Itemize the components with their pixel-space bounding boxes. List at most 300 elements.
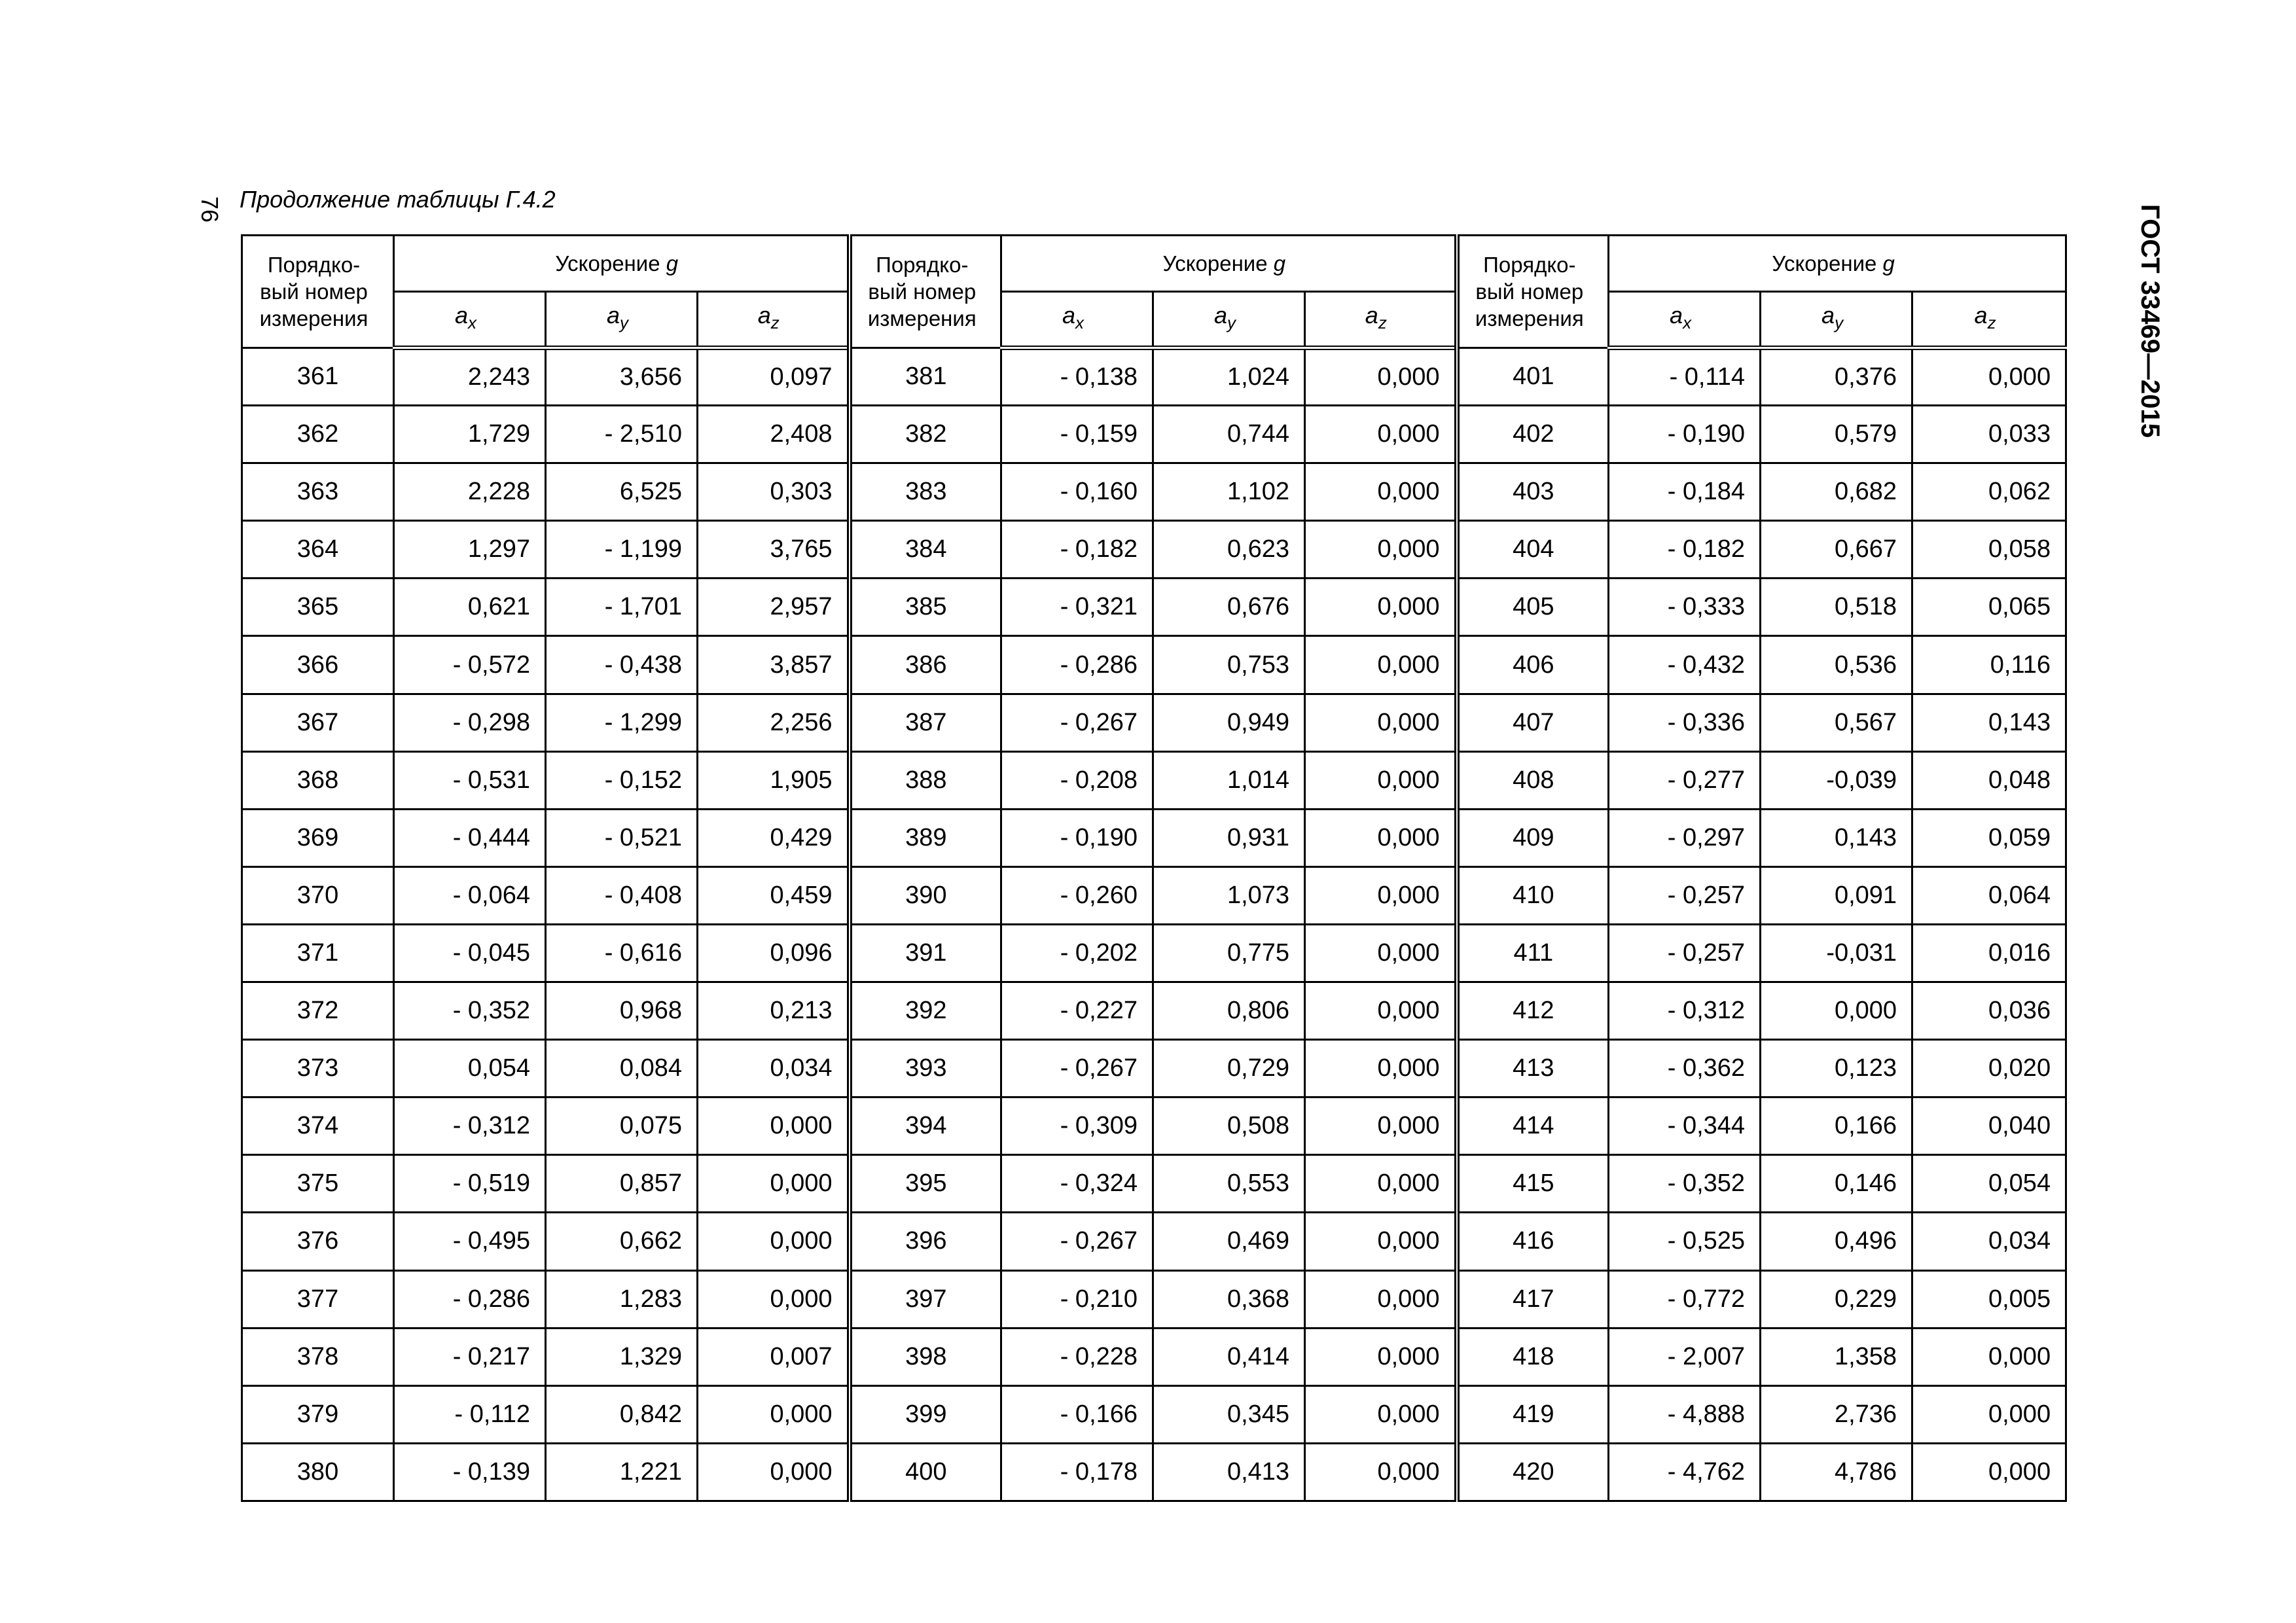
measurement-number: 401 <box>1457 348 1609 406</box>
accel-az-value: 0,000 <box>1305 348 1457 406</box>
measurement-number: 362 <box>242 406 394 463</box>
accel-ax-value: 0,054 <box>394 1040 546 1097</box>
table-row <box>242 1155 2066 1213</box>
measurement-number: 400 <box>850 1443 1001 1501</box>
accel-ay-value: 0,091 <box>1761 866 1912 924</box>
measurement-number: 405 <box>1457 579 1609 636</box>
acceleration-header <box>1609 236 2066 292</box>
measurement-number: 414 <box>1457 1097 1609 1155</box>
accel-ax-value: - 0,333 <box>1609 579 1761 636</box>
table-header <box>242 236 2066 348</box>
accel-ay-value: -0,039 <box>1761 751 1912 809</box>
measurement-number: 417 <box>1457 1270 1609 1328</box>
accel-ay-value: 0,857 <box>546 1155 698 1213</box>
measurement-number: 413 <box>1457 1040 1609 1097</box>
acceleration-label: Ускорение <box>555 251 660 276</box>
measurement-number: 374 <box>242 1097 394 1155</box>
accel-ax-value: - 0,257 <box>1609 866 1761 924</box>
measurement-number: 419 <box>1457 1385 1609 1443</box>
accel-ax-value: - 0,297 <box>1609 809 1761 866</box>
accel-ay-value: 2,736 <box>1761 1385 1912 1443</box>
measurement-number-header: Порядко-вый номер измерения <box>850 236 1001 348</box>
accel-ay-value: - 0,521 <box>546 809 698 866</box>
axis-symbol: a <box>757 301 771 329</box>
accel-az-value: 1,905 <box>698 751 850 809</box>
accel-ay-value: 0,536 <box>1761 636 1912 694</box>
measurement-number: 397 <box>850 1270 1001 1328</box>
accel-az-value: 0,000 <box>1305 463 1457 521</box>
measurement-number: 365 <box>242 579 394 636</box>
measurement-number: 404 <box>1457 521 1609 579</box>
accel-az-value: 2,256 <box>698 694 850 751</box>
accel-az-value: 2,957 <box>698 579 850 636</box>
axis-header-ax <box>394 292 546 348</box>
accel-ay-value: 1,283 <box>546 1270 698 1328</box>
accel-ax-value: 2,243 <box>394 348 546 406</box>
accel-az-value: 0,000 <box>1912 1443 2066 1501</box>
measurement-number: 415 <box>1457 1155 1609 1213</box>
measurement-number: 363 <box>242 463 394 521</box>
accel-ay-value: 0,968 <box>546 982 698 1040</box>
measurement-number: 373 <box>242 1040 394 1097</box>
measurement-number: 385 <box>850 579 1001 636</box>
accel-az-value: 0,058 <box>1912 521 2066 579</box>
accel-az-value: 0,000 <box>1305 809 1457 866</box>
accel-ay-value: 3,656 <box>546 348 698 406</box>
accel-az-value: 0,000 <box>1305 1385 1457 1443</box>
accel-ax-value: - 0,190 <box>1001 809 1153 866</box>
accel-az-value: 0,429 <box>698 809 850 866</box>
measurement-number: 372 <box>242 982 394 1040</box>
accel-az-value: 0,459 <box>698 866 850 924</box>
accel-ax-value: - 0,045 <box>394 924 546 982</box>
axis-header-ax <box>1001 292 1153 348</box>
axis-subscript: x <box>468 313 477 333</box>
accel-az-value: 0,034 <box>698 1040 850 1097</box>
acceleration-unit: g <box>1882 251 1895 276</box>
measurement-number: 361 <box>242 348 394 406</box>
accel-ay-value: 0,623 <box>1153 521 1305 579</box>
document-code <box>2135 196 2164 445</box>
table-row <box>242 1040 2066 1097</box>
accel-ax-value: - 0,309 <box>1001 1097 1153 1155</box>
accel-ax-value: - 0,772 <box>1609 1270 1761 1328</box>
measurement-number: 378 <box>242 1328 394 1385</box>
table-row <box>242 751 2066 809</box>
accel-ay-value: 0,368 <box>1153 1270 1305 1328</box>
page-number: 76 <box>196 196 223 223</box>
accel-ay-value: 0,518 <box>1761 579 1912 636</box>
axis-header-az <box>1912 292 2066 348</box>
accel-az-value: 0,000 <box>1305 579 1457 636</box>
measurement-number: 388 <box>850 751 1001 809</box>
accel-ay-value: 0,553 <box>1153 1155 1305 1213</box>
table-row <box>242 1328 2066 1385</box>
accel-ax-value: - 0,112 <box>394 1385 546 1443</box>
accel-ax-value: - 0,267 <box>1001 1213 1153 1270</box>
accel-ay-value: 1,073 <box>1153 866 1305 924</box>
accel-ax-value: - 0,267 <box>1001 1040 1153 1097</box>
accel-ax-value: - 0,182 <box>1609 521 1761 579</box>
accel-ay-value: 0,345 <box>1153 1385 1305 1443</box>
acceleration-unit: g <box>1273 251 1286 276</box>
accel-ay-value: 0,842 <box>546 1385 698 1443</box>
accel-ax-value: - 0,217 <box>394 1328 546 1385</box>
accel-az-value: 0,143 <box>1912 694 2066 751</box>
table-row <box>242 1270 2066 1328</box>
accel-ay-value: 0,775 <box>1153 924 1305 982</box>
accel-ax-value: - 0,572 <box>394 636 546 694</box>
axis-subscript: y <box>1835 313 1844 333</box>
accel-ax-value: - 0,525 <box>1609 1213 1761 1270</box>
measurement-number: 386 <box>850 636 1001 694</box>
accel-ax-value: - 0,184 <box>1609 463 1761 521</box>
accel-ax-value: 0,621 <box>394 579 546 636</box>
axis-header-ay <box>1761 292 1912 348</box>
accel-ax-value: - 0,190 <box>1609 406 1761 463</box>
accel-az-value: 0,065 <box>1912 579 2066 636</box>
accel-ay-value: 1,102 <box>1153 463 1305 521</box>
accel-ay-value: 6,525 <box>546 463 698 521</box>
table-row <box>242 924 2066 982</box>
accel-az-value: 3,765 <box>698 521 850 579</box>
measurement-number: 364 <box>242 521 394 579</box>
measurement-number: 399 <box>850 1385 1001 1443</box>
accel-ay-value: - 0,408 <box>546 866 698 924</box>
accel-ax-value: - 0,159 <box>1001 406 1153 463</box>
axis-subscript: y <box>1227 313 1236 333</box>
accel-ay-value: 0,567 <box>1761 694 1912 751</box>
table-caption: Продолжение таблицы Г.4.2 <box>240 186 556 213</box>
measurement-number-header: Порядко-вый номер измерения <box>1457 236 1609 348</box>
accel-az-value: 2,408 <box>698 406 850 463</box>
accel-az-value: 0,000 <box>1912 1385 2066 1443</box>
axis-symbol: a <box>1974 301 1988 329</box>
accel-ay-value: 0,729 <box>1153 1040 1305 1097</box>
accel-ay-value: - 1,299 <box>546 694 698 751</box>
accel-ay-value: -0,031 <box>1761 924 1912 982</box>
axis-header-ay <box>546 292 698 348</box>
accel-ax-value: - 0,138 <box>1001 348 1153 406</box>
accel-ay-value: 0,414 <box>1153 1328 1305 1385</box>
accel-ay-value: 0,508 <box>1153 1097 1305 1155</box>
accel-ay-value: 0,676 <box>1153 579 1305 636</box>
accel-ax-value: - 0,257 <box>1609 924 1761 982</box>
axis-subscript: y <box>620 313 629 333</box>
accel-ax-value: - 0,336 <box>1609 694 1761 751</box>
accel-az-value: 0,036 <box>1912 982 2066 1040</box>
accel-az-value: 0,097 <box>698 348 850 406</box>
measurement-number: 406 <box>1457 636 1609 694</box>
measurement-number: 383 <box>850 463 1001 521</box>
accel-ay-value: 0,931 <box>1153 809 1305 866</box>
accel-ax-value: - 0,362 <box>1609 1040 1761 1097</box>
axis-header-az <box>1305 292 1457 348</box>
measurement-number: 420 <box>1457 1443 1609 1501</box>
measurement-number: 391 <box>850 924 1001 982</box>
accel-ax-value: - 4,762 <box>1609 1443 1761 1501</box>
accel-ay-value: 0,753 <box>1153 636 1305 694</box>
accel-ax-value: - 0,312 <box>394 1097 546 1155</box>
axis-header-ax <box>1609 292 1761 348</box>
axis-subscript: x <box>1075 313 1085 333</box>
table-row <box>242 809 2066 866</box>
accel-ax-value: - 0,210 <box>1001 1270 1153 1328</box>
accel-az-value: 0,000 <box>1305 406 1457 463</box>
accel-az-value: 0,000 <box>698 1097 850 1155</box>
accel-ay-value: - 0,152 <box>546 751 698 809</box>
accel-ax-value: 1,297 <box>394 521 546 579</box>
accel-az-value: 0,059 <box>1912 809 2066 866</box>
accel-ay-value: 0,000 <box>1761 982 1912 1040</box>
accel-az-value: 0,062 <box>1912 463 2066 521</box>
table-row <box>242 636 2066 694</box>
accel-ax-value: - 0,312 <box>1609 982 1761 1040</box>
measurement-number: 395 <box>850 1155 1001 1213</box>
accel-ax-value: - 0,298 <box>394 694 546 751</box>
accel-az-value: 0,000 <box>698 1213 850 1270</box>
accel-ax-value: - 0,208 <box>1001 751 1153 809</box>
accel-ax-value: - 0,519 <box>394 1155 546 1213</box>
accel-az-value: 0,000 <box>1305 1270 1457 1328</box>
table-body <box>242 348 2066 1501</box>
measurement-number: 382 <box>850 406 1001 463</box>
accel-az-value: 0,000 <box>698 1270 850 1328</box>
accel-az-value: 0,064 <box>1912 866 2066 924</box>
accel-ay-value: 0,143 <box>1761 809 1912 866</box>
accel-ax-value: - 0,260 <box>1001 866 1153 924</box>
axis-header-ay <box>1153 292 1305 348</box>
accel-ay-value: - 2,510 <box>546 406 698 463</box>
measurement-number: 398 <box>850 1328 1001 1385</box>
table-row <box>242 348 2066 406</box>
accel-ax-value: - 0,178 <box>1001 1443 1153 1501</box>
table-row <box>242 866 2066 924</box>
measurement-number: 412 <box>1457 982 1609 1040</box>
measurement-number: 407 <box>1457 694 1609 751</box>
accel-az-value: 0,016 <box>1912 924 2066 982</box>
accel-ay-value: 0,166 <box>1761 1097 1912 1155</box>
accel-az-value: 0,000 <box>1305 751 1457 809</box>
measurement-number: 394 <box>850 1097 1001 1155</box>
measurement-number: 381 <box>850 348 1001 406</box>
accel-ax-value: - 0,344 <box>1609 1097 1761 1155</box>
document-code-text: ГОСТ 33469—2015 <box>2135 204 2164 438</box>
accel-az-value: 0,000 <box>1305 1213 1457 1270</box>
accel-ay-value: - 1,199 <box>546 521 698 579</box>
accel-ax-value: - 0,286 <box>1001 636 1153 694</box>
accel-ay-value: 0,682 <box>1761 463 1912 521</box>
accel-ax-value: - 0,227 <box>1001 982 1153 1040</box>
accel-ay-value: 0,376 <box>1761 348 1912 406</box>
accel-ay-value: 0,662 <box>546 1213 698 1270</box>
accel-ay-value: 0,667 <box>1761 521 1912 579</box>
measurement-number: 390 <box>850 866 1001 924</box>
acceleration-table <box>241 234 2067 1502</box>
accel-az-value: 0,034 <box>1912 1213 2066 1270</box>
accel-az-value: 0,000 <box>1305 1040 1457 1097</box>
accel-az-value: 0,000 <box>1305 1155 1457 1213</box>
accel-ax-value: - 0,321 <box>1001 579 1153 636</box>
axis-subscript: z <box>770 313 780 333</box>
accel-az-value: 0,000 <box>698 1443 850 1501</box>
accel-ay-value: 4,786 <box>1761 1443 1912 1501</box>
axis-header-az <box>698 292 850 348</box>
measurement-number: 402 <box>1457 406 1609 463</box>
accel-ax-value: - 0,064 <box>394 866 546 924</box>
accel-ay-value: 0,123 <box>1761 1040 1912 1097</box>
measurement-number: 410 <box>1457 866 1609 924</box>
acceleration-unit: g <box>666 251 679 276</box>
measurement-number: 380 <box>242 1443 394 1501</box>
accel-az-value: 0,000 <box>1305 924 1457 982</box>
accel-ax-value: - 0,267 <box>1001 694 1153 751</box>
accel-ax-value: - 0,228 <box>1001 1328 1153 1385</box>
measurement-number: 368 <box>242 751 394 809</box>
accel-az-value: 0,040 <box>1912 1097 2066 1155</box>
table-row <box>242 982 2066 1040</box>
table-row <box>242 463 2066 521</box>
accel-ay-value: 1,024 <box>1153 348 1305 406</box>
accel-ax-value: - 0,495 <box>394 1213 546 1270</box>
acceleration-header <box>394 236 850 292</box>
axis-symbol: a <box>1670 301 1683 329</box>
measurement-number-header: Порядко-вый номер измерения <box>242 236 394 348</box>
table-row <box>242 521 2066 579</box>
measurement-number: 369 <box>242 809 394 866</box>
accel-ax-value: - 0,352 <box>394 982 546 1040</box>
accel-ay-value: 0,949 <box>1153 694 1305 751</box>
accel-ay-value: 0,084 <box>546 1040 698 1097</box>
accel-az-value: 0,000 <box>1912 1328 2066 1385</box>
acceleration-label: Ускорение <box>1772 251 1877 276</box>
measurement-number: 418 <box>1457 1328 1609 1385</box>
accel-az-value: 0,213 <box>698 982 850 1040</box>
table-row <box>242 1097 2066 1155</box>
measurement-number: 387 <box>850 694 1001 751</box>
accel-ay-value: 1,329 <box>546 1328 698 1385</box>
accel-ax-value: - 0,166 <box>1001 1385 1153 1443</box>
acceleration-header <box>1001 236 1457 292</box>
acceleration-label: Ускорение <box>1162 251 1268 276</box>
accel-az-value: 0,005 <box>1912 1270 2066 1328</box>
axis-symbol: a <box>1062 301 1076 329</box>
accel-ax-value: - 0,139 <box>394 1443 546 1501</box>
accel-ax-value: - 0,182 <box>1001 521 1153 579</box>
accel-ax-value: 1,729 <box>394 406 546 463</box>
table-row <box>242 1213 2066 1270</box>
accel-ax-value: 2,228 <box>394 463 546 521</box>
accel-ax-value: - 0,531 <box>394 751 546 809</box>
table-row <box>242 579 2066 636</box>
measurement-number: 379 <box>242 1385 394 1443</box>
measurement-number: 409 <box>1457 809 1609 866</box>
measurement-number: 376 <box>242 1213 394 1270</box>
axis-subscript: z <box>1378 313 1387 333</box>
accel-az-value: 0,303 <box>698 463 850 521</box>
accel-ay-value: 0,075 <box>546 1097 698 1155</box>
accel-ay-value: - 0,616 <box>546 924 698 982</box>
table-row <box>242 1385 2066 1443</box>
axis-symbol: a <box>1365 301 1378 329</box>
measurement-number: 408 <box>1457 751 1609 809</box>
accel-ay-value: 0,469 <box>1153 1213 1305 1270</box>
table-row <box>242 694 2066 751</box>
accel-az-value: 0,000 <box>1305 866 1457 924</box>
axis-subscript: x <box>1683 313 1692 333</box>
accel-ax-value: - 0,352 <box>1609 1155 1761 1213</box>
accel-az-value: 0,000 <box>1305 1097 1457 1155</box>
accel-az-value: 0,000 <box>1912 348 2066 406</box>
measurement-number: 370 <box>242 866 394 924</box>
accel-az-value: 0,096 <box>698 924 850 982</box>
measurement-number: 377 <box>242 1270 394 1328</box>
accel-ay-value: 1,014 <box>1153 751 1305 809</box>
accel-az-value: 0,000 <box>698 1155 850 1213</box>
axis-symbol: a <box>1214 301 1228 329</box>
accel-az-value: 0,000 <box>1305 694 1457 751</box>
accel-ay-value: 0,413 <box>1153 1443 1305 1501</box>
accel-ax-value: - 2,007 <box>1609 1328 1761 1385</box>
accel-ay-value: 0,579 <box>1761 406 1912 463</box>
measurement-number: 389 <box>850 809 1001 866</box>
measurement-number: 384 <box>850 521 1001 579</box>
header-row-groups <box>242 236 2066 292</box>
accel-ay-value: 0,744 <box>1153 406 1305 463</box>
table-row <box>242 406 2066 463</box>
measurement-number: 366 <box>242 636 394 694</box>
accel-ax-value: - 0,202 <box>1001 924 1153 982</box>
measurement-number: 396 <box>850 1213 1001 1270</box>
accel-ax-value: - 0,277 <box>1609 751 1761 809</box>
accel-ax-value: - 0,444 <box>394 809 546 866</box>
axis-symbol: a <box>606 301 620 329</box>
accel-ax-value: - 0,286 <box>394 1270 546 1328</box>
accel-ax-value: - 0,324 <box>1001 1155 1153 1213</box>
axis-subscript: z <box>1987 313 1996 333</box>
accel-az-value: 0,000 <box>1305 1328 1457 1385</box>
accel-az-value: 0,000 <box>698 1385 850 1443</box>
measurement-number: 393 <box>850 1040 1001 1097</box>
header-row-axes <box>242 292 2066 348</box>
measurement-number: 367 <box>242 694 394 751</box>
accel-az-value: 0,020 <box>1912 1040 2066 1097</box>
axis-symbol: a <box>454 301 469 329</box>
accel-az-value: 0,000 <box>1305 636 1457 694</box>
accel-ay-value: - 0,438 <box>546 636 698 694</box>
axis-symbol: a <box>1821 301 1835 329</box>
measurement-number: 411 <box>1457 924 1609 982</box>
accel-ay-value: 0,496 <box>1761 1213 1912 1270</box>
accel-ax-value: - 0,432 <box>1609 636 1761 694</box>
accel-az-value: 0,116 <box>1912 636 2066 694</box>
accel-az-value: 3,857 <box>698 636 850 694</box>
measurement-number: 375 <box>242 1155 394 1213</box>
measurement-number: 392 <box>850 982 1001 1040</box>
accel-az-value: 0,000 <box>1305 521 1457 579</box>
accel-ay-value: 0,806 <box>1153 982 1305 1040</box>
accel-ay-value: 0,229 <box>1761 1270 1912 1328</box>
measurement-number: 403 <box>1457 463 1609 521</box>
accel-az-value: 0,007 <box>698 1328 850 1385</box>
accel-ax-value: - 0,160 <box>1001 463 1153 521</box>
accel-az-value: 0,000 <box>1305 982 1457 1040</box>
accel-az-value: 0,054 <box>1912 1155 2066 1213</box>
accel-az-value: 0,048 <box>1912 751 2066 809</box>
accel-ax-value: - 4,888 <box>1609 1385 1761 1443</box>
accel-ay-value: 1,221 <box>546 1443 698 1501</box>
accel-ay-value: 0,146 <box>1761 1155 1912 1213</box>
